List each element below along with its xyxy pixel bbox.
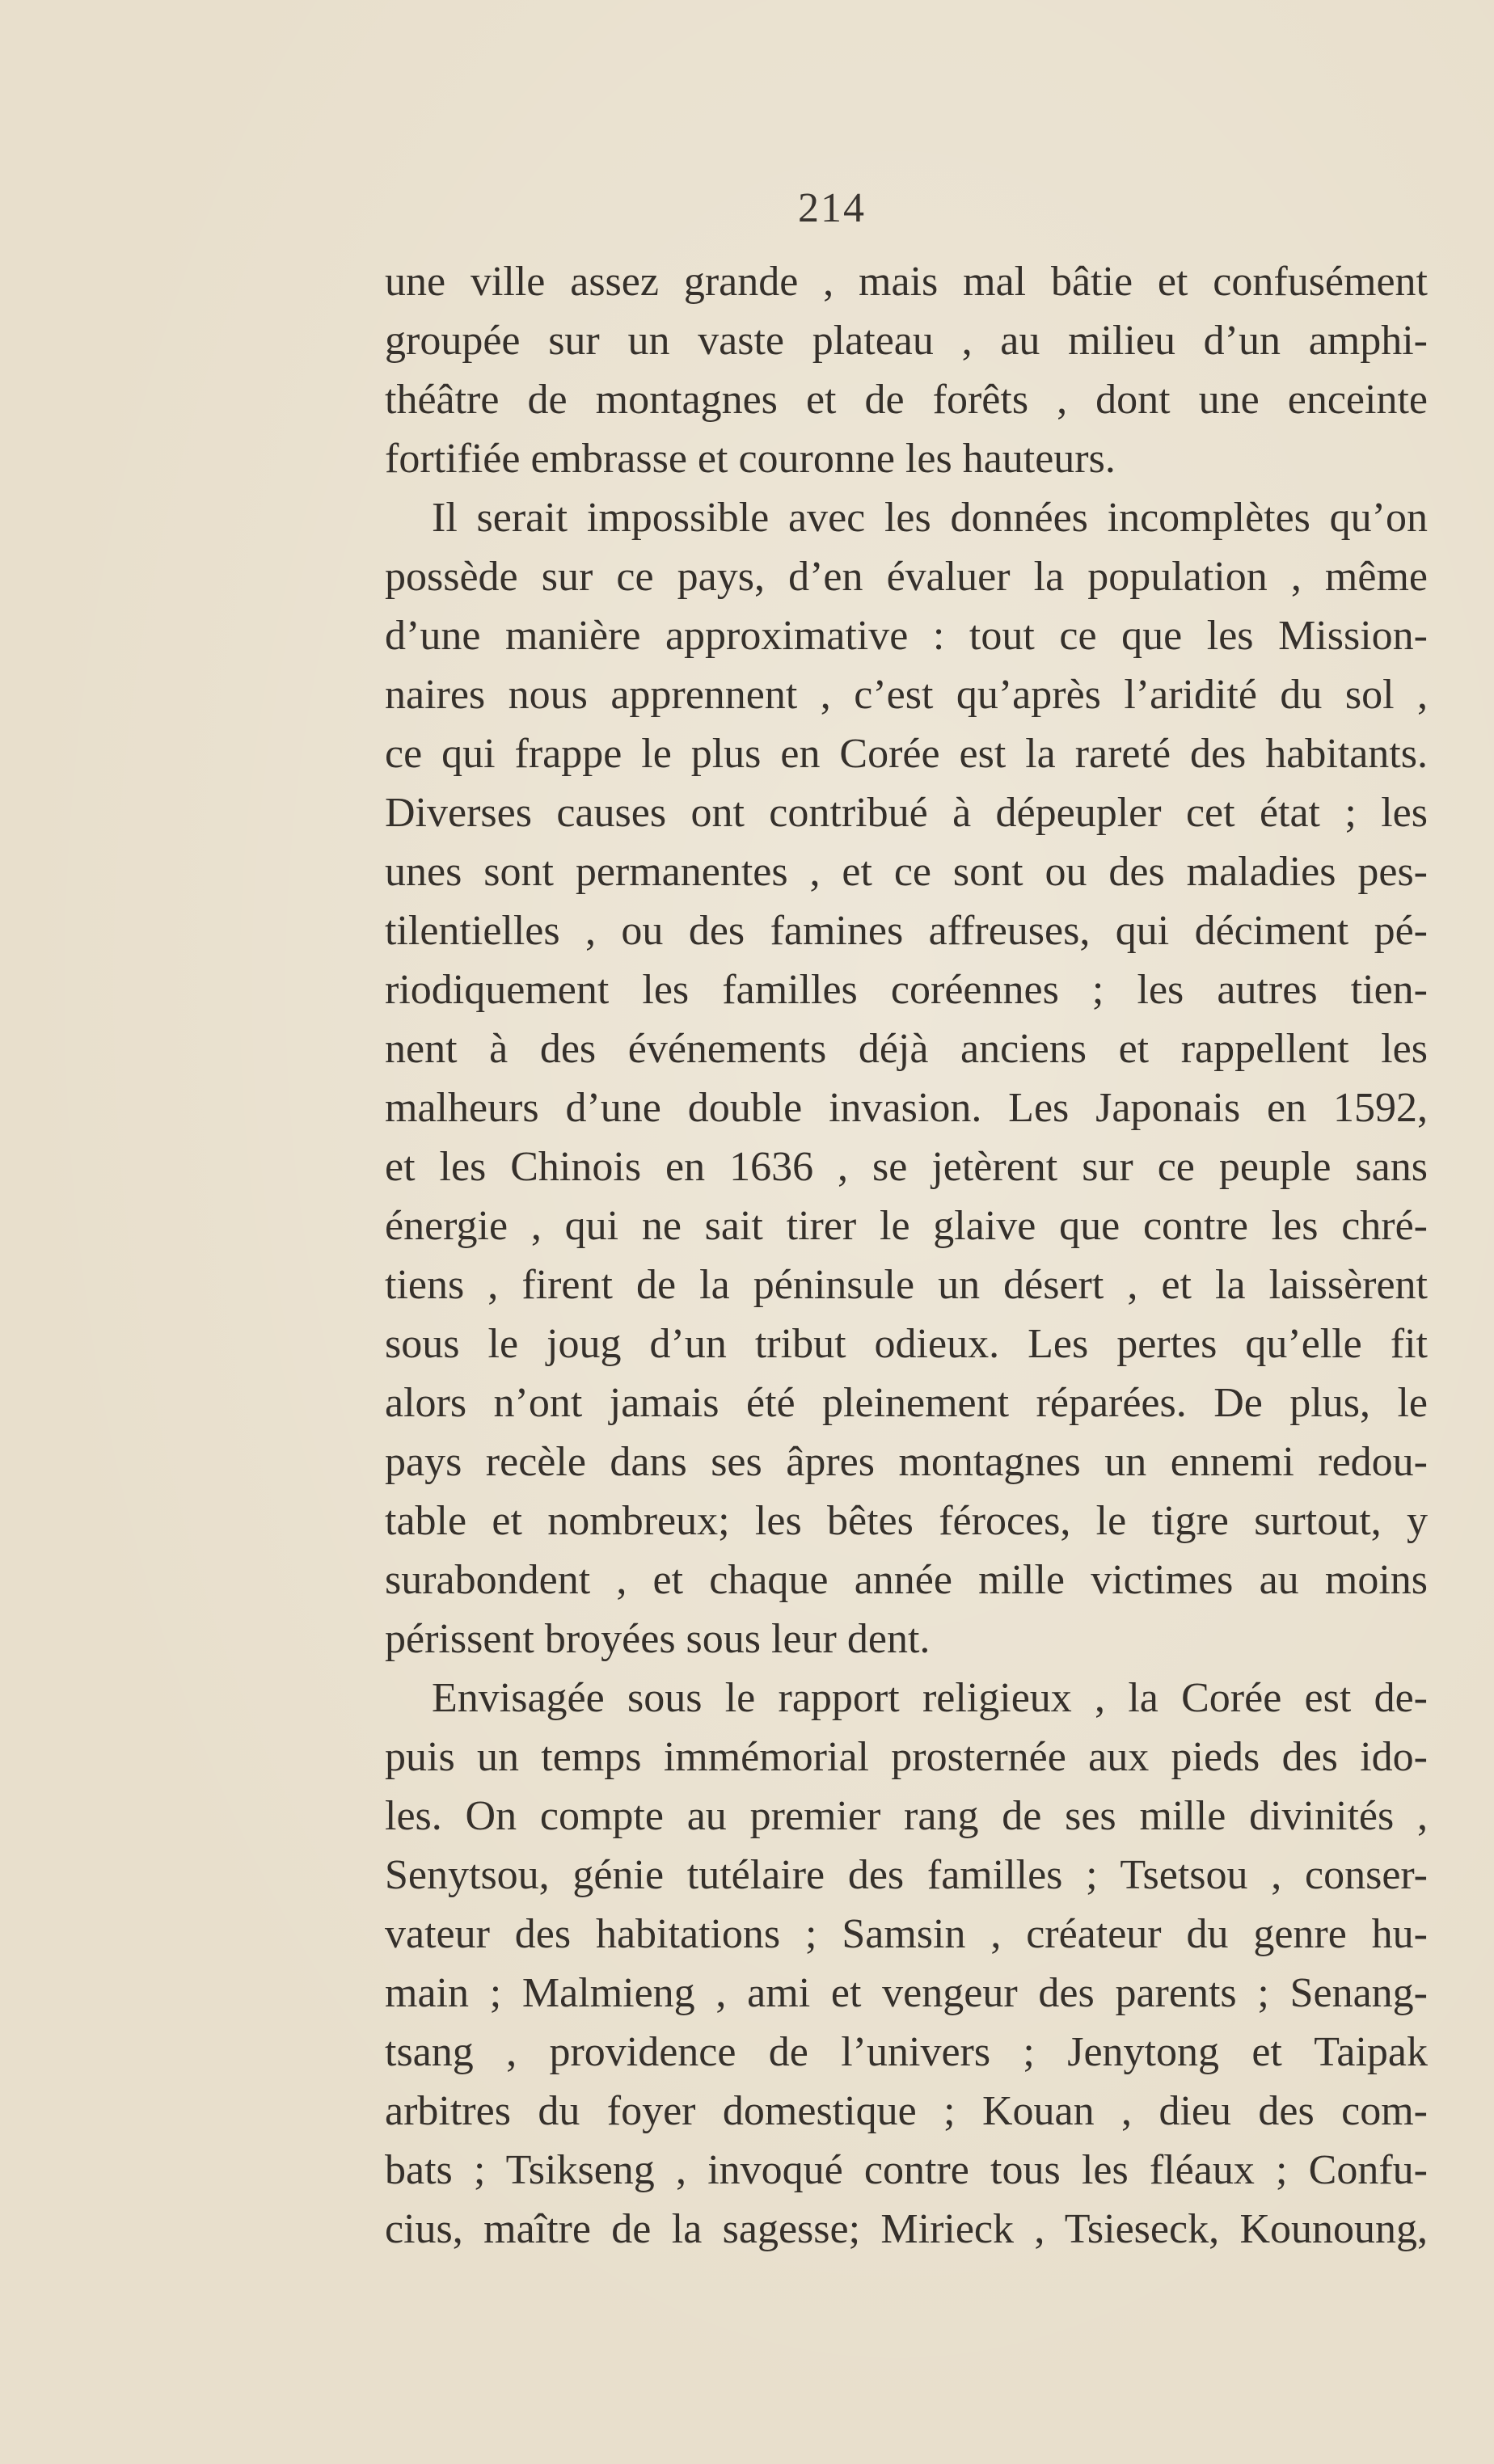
text-line: naires nous apprennent , c’est qu’après l’aridité du sol , (385, 672, 1428, 718)
text-line: ce qui frappe le plus en Corée est la rareté des habitants. (385, 731, 1428, 777)
text-line: cius, maître de la sagesse; Mirieck , Tsieseck, Kounoung, (385, 2206, 1428, 2252)
text-line: tilentielles , ou des famines affreuses, qui déciment pé- (385, 908, 1428, 954)
text-line: fortifiée embrasse et couronne les hauteurs. (385, 436, 1116, 482)
text-line: Senytsou, génie tutélaire des familles ; Tsetsou , conser- (385, 1852, 1428, 1898)
text-line: possède sur ce pays, d’en évaluer la population , même (385, 554, 1428, 600)
text-line: malheurs d’une double invasion. Les Japonais en 1592, (385, 1085, 1428, 1131)
text-line: groupée sur un vaste plateau , au milieu d’un amphi- (385, 318, 1428, 364)
page-number: 214 (798, 185, 866, 231)
text-line: puis un temps immémorial prosternée aux pieds des ido- (385, 1734, 1428, 1780)
body-text (385, 252, 1428, 2259)
text-line: sous le joug d’un tribut odieux. Les pertes qu’elle fit (385, 1321, 1428, 1367)
text-line: riodiquement les familles coréennes ; les autres tien- (385, 967, 1428, 1013)
text-line: Il serait impossible avec les données incomplètes qu’on (432, 495, 1428, 541)
text-line: d’une manière approximative : tout ce que les Mission- (385, 613, 1428, 659)
text-line: et les Chinois en 1636 , se jetèrent sur ce peuple sans (385, 1144, 1428, 1190)
text-line: pays recèle dans ses âpres montagnes un ennemi redou- (385, 1439, 1428, 1485)
text-line: Envisagée sous le rapport religieux , la Corée est de- (432, 1675, 1428, 1721)
text-line: théâtre de montagnes et de forêts , dont une enceinte (385, 377, 1428, 423)
text-line: alors n’ont jamais été pleinement réparées. De plus, le (385, 1380, 1428, 1426)
text-line: énergie , qui ne sait tirer le glaive que contre les chré- (385, 1203, 1428, 1249)
text-line: unes sont permanentes , et ce sont ou des maladies pes- (385, 849, 1428, 895)
text-line: nent à des événements déjà anciens et rappellent les (385, 1026, 1428, 1072)
text-line: bats ; Tsikseng , invoqué contre tous les fléaux ; Confu- (385, 2147, 1428, 2193)
text-line: table et nombreux; les bêtes féroces, le tigre surtout, y (385, 1498, 1428, 1544)
text-line: une ville assez grande , mais mal bâtie et confusément (385, 259, 1428, 305)
text-line: les. On compte au premier rang de ses mille divinités , (385, 1793, 1428, 1839)
text-line: Diverses causes ont contribué à dépeupler cet état ; les (385, 790, 1428, 836)
text-line: tsang , providence de l’univers ; Jenytong et Taipak (385, 2029, 1428, 2075)
text-line: arbitres du foyer domestique ; Kouan , dieu des com- (385, 2088, 1428, 2134)
text-line: tiens , firent de la péninsule un désert , et la laissèrent (385, 1262, 1428, 1308)
text-line: périssent broyées sous leur dent. (385, 1616, 931, 1662)
text-line: main ; Malmieng , ami et vengeur des parents ; Senang- (385, 1970, 1428, 2016)
text-line: surabondent , et chaque année mille victimes au moins (385, 1557, 1428, 1603)
text-line: vateur des habitations ; Samsin , créateur du genre hu- (385, 1911, 1428, 1957)
